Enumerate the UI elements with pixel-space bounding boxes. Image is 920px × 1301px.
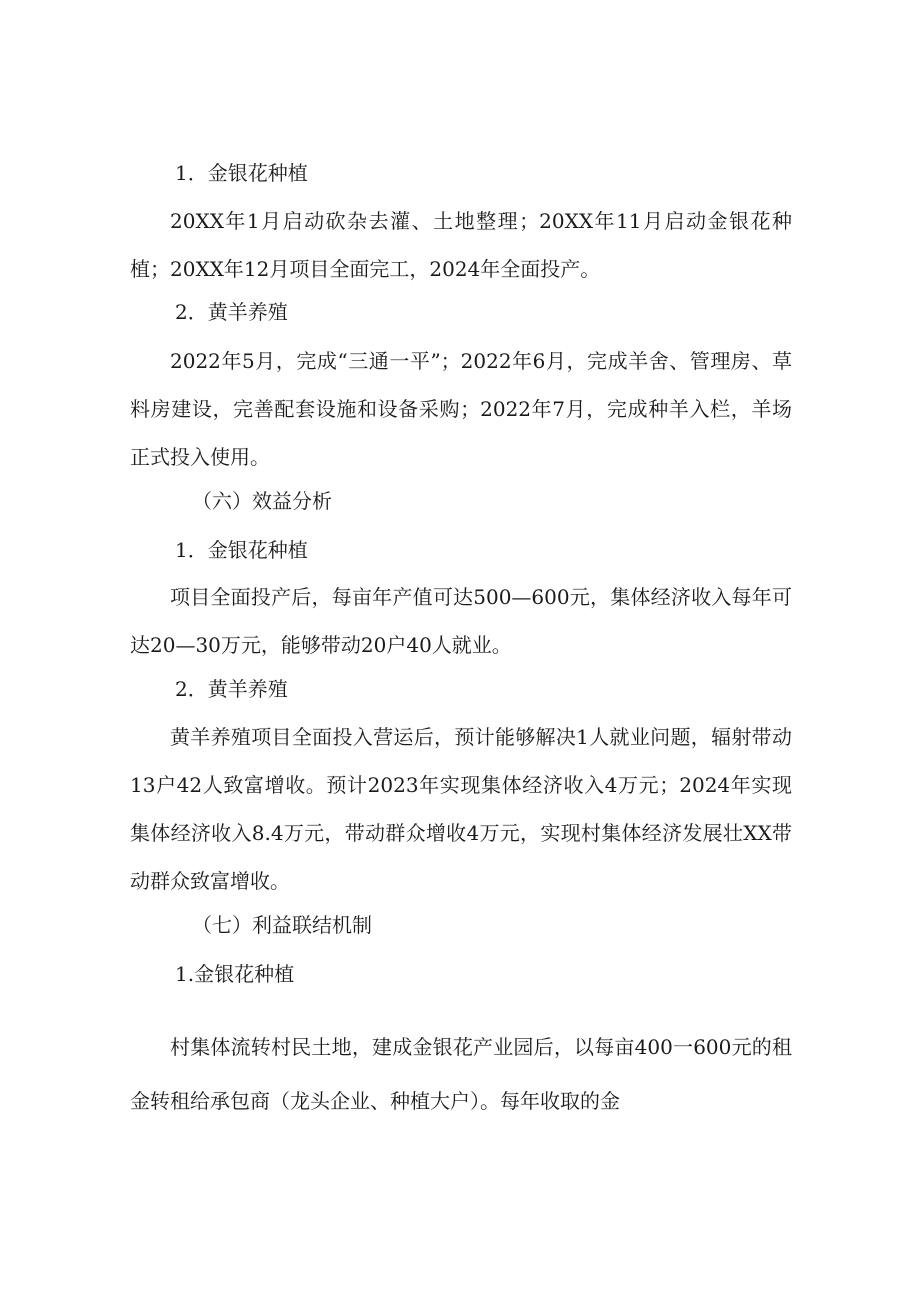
- heading-honeysuckle-benefit: 1．金银花种植: [175, 538, 308, 562]
- paragraph-goat-schedule: 2022年5月，完成“三通一平”；2022年6月，完成羊舍、管理房、草料房建设，完善配套设施和设备采购；2022年7月，完成种羊入栏，羊场正式投入使用。: [130, 349, 792, 469]
- heading-honeysuckle-linkage: 1.金银花种植: [175, 962, 295, 986]
- heading-goat-breeding: 2．黄羊养殖: [175, 300, 288, 324]
- section-heading-benefit-analysis: （六）效益分析: [192, 489, 332, 513]
- heading-goat-benefit: 2．黄羊养殖: [175, 677, 288, 701]
- section-heading-interest-linkage: （七）利益联结机制: [192, 913, 372, 937]
- paragraph-honeysuckle-schedule: 20XX年1月启动砍杂去灌、土地整理；20XX年11月启动金银花种植；20XX年12月项目全面完工，2024年全面投产。: [130, 209, 792, 281]
- paragraph-goat-benefit: 黄羊养殖项目全面投入营运后，预计能够解决1人就业问题，辐射带动13户42人致富增收。预计2023年实现集体经济收入4万元；2024年实现集体经济收入8.4万元，带动群众增收4万元，实现村集体经济发展壮XX带动群众致富增收。: [130, 725, 792, 893]
- paragraph-honeysuckle-benefit: 项目全面投产后，每亩年产值可达500—600元，集体经济收入每年可达20—30万元，能够带动20户40人就业。: [130, 585, 792, 657]
- heading-honeysuckle-planting: 1．金银花种植: [175, 161, 308, 185]
- paragraph-land-transfer: 村集体流转村民土地，建成金银花产业园后，以每亩400一600元的租金转租给承包商（龙头企业、种植大户）。每年收取的金: [130, 1035, 792, 1113]
